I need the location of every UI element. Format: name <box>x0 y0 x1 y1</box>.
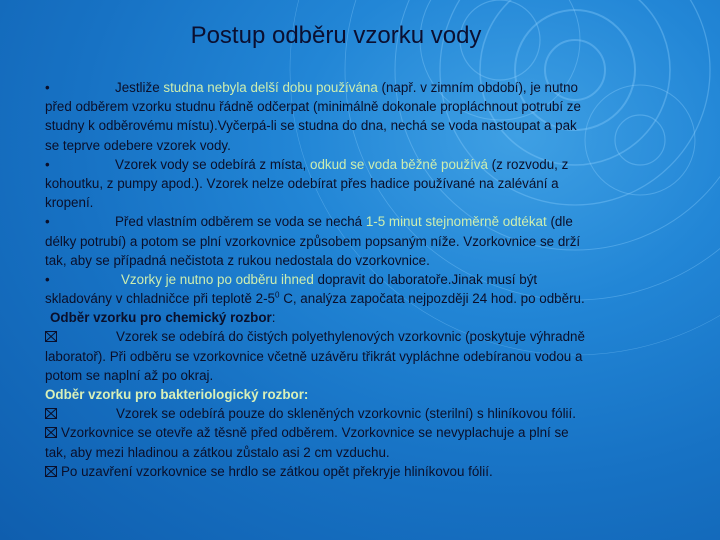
paragraph-4-line-1: • Vzorky je nutno po odběru ihned dopravit do laboratoře.Jinak musí být <box>45 270 695 289</box>
bacteriological-analysis-heading <box>45 385 695 404</box>
highlight-text: odkud se voda běžně používá <box>310 156 488 172</box>
paragraph-3-line-3: tak, aby se případná nečistota z rukou nedostala do vzorkovnice. <box>45 252 430 268</box>
paragraph-1-line-4: se teprve odebere vzorek vody. <box>45 137 231 153</box>
chemical-analysis-heading: Odběr vzorku pro chemický rozbor: <box>50 310 276 326</box>
bacteriological-item-2-line-1: Vzorkovnice se otevře až těsně před odběrem. Vzorkovnice se nevyplachuje a plní se <box>45 423 695 442</box>
paragraph-3-line-1: • Před vlastním odběrem se voda se nechá 1-5 minut stejnoměrně odtékat (dle <box>45 212 695 231</box>
envelope-x-icon <box>45 404 116 423</box>
paragraph-2-line-1: • Vzorek vody se odebírá z místa, odkud se voda běžně používá (z rozvodu, z <box>45 155 695 174</box>
bullet: • <box>45 156 50 172</box>
chemical-item-1-line-3: potom se naplní až po okraj. <box>45 367 214 383</box>
bullet: • <box>45 214 50 230</box>
paragraph-1-line-3: studny k odběrovému místu).Vyčerpá-li se studna do dna, nechá se voda nastoupat a pak <box>45 118 577 134</box>
paragraph-4-line-2: skladovány v chladničce při teplotě $2-5^0$ C, analýza započata nejpozději 24 hod. po odběru. <box>45 290 585 307</box>
highlight-text: studna nebyla delší dobu používána <box>163 80 378 95</box>
paragraph-2-line-2: kohoutku, z pumpy apod.). Vzorek nelze odebírat přes hadice používané na zalévání a <box>45 175 559 191</box>
envelope-x-icon <box>45 462 61 481</box>
paragraph-3-line-2: délky potrubí) a potom se plní vzorkovnice způsobem popsaným níže. Vzorkovnice se drží <box>45 233 581 249</box>
paragraph-1-line-2: před odběrem vzorku studnu řádně odčerpat (minimálně dokonale propláchnout potrubí ze <box>45 99 581 115</box>
highlight-text: Vzorky je nutno po odběru ihned <box>121 271 314 287</box>
bacteriological-item-2-line-2: tak, aby mezi hladinou a zátkou zůstalo asi 2 cm vzduchu. <box>45 444 390 460</box>
envelope-x-icon <box>45 327 116 346</box>
paragraph-1-line-1: • Jestliže studna nebyla delší dobu používána (např. v zimním období), je nutno <box>45 78 695 97</box>
chemical-item-1-line-2: laboratoř). Při odběru se vzorkovnice včetně uzávěru třikrát vypláchne odebíranou vodou a <box>45 348 583 364</box>
chemical-item-1-line-1: Vzorek se odebírá do čistých polyethylenových vzorkovnic (poskytuje výhradně <box>45 327 695 346</box>
slide-title: Postup odběru vzorku vody <box>190 22 482 49</box>
bacteriological-item-3: Po uzavření vzorkovnice se hrdlo se zátkou opět překryje hliníkovou fólií. <box>45 462 695 481</box>
highlight-text: 1-5 minut stejnoměrně odtékat <box>365 214 547 230</box>
paragraph-2-line-3: kropení. <box>45 195 94 211</box>
bullet: • <box>45 271 50 287</box>
slide-content <box>45 78 695 481</box>
bullet: • <box>45 80 50 95</box>
envelope-x-icon <box>45 423 61 442</box>
section-heading: Odběr vzorku pro chemický rozbor <box>50 310 272 326</box>
section-heading: Odběr vzorku pro bakteriologický rozbor: <box>45 387 309 402</box>
bacteriological-item-1: Vzorek se odebírá pouze do skleněných vzorkovnic (sterilní) s hliníkovou fólií. <box>45 404 695 423</box>
